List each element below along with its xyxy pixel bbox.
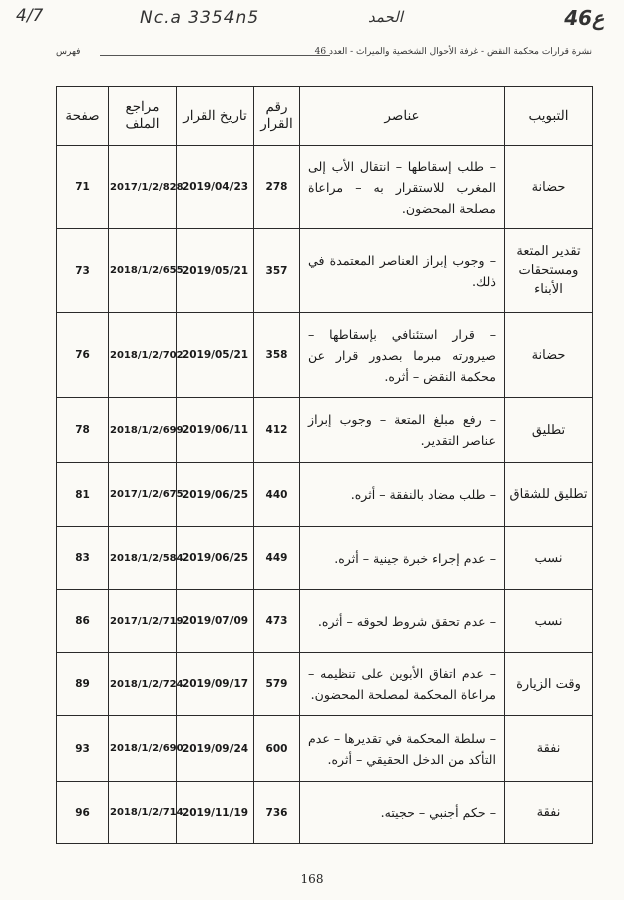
decision-number-cell: 600 bbox=[254, 716, 300, 782]
page-cell: 73 bbox=[57, 229, 109, 313]
table-row bbox=[57, 590, 593, 653]
elements-cell: – عدم إجراء خبرة جينية – أثره. bbox=[300, 527, 505, 590]
decision-number-cell: 278 bbox=[254, 146, 300, 229]
elements-cell: – طلب إسقاطها – انتقال الأب إلى المغرب للاستقرار به – مراعاة مصلحة المحضون. bbox=[300, 146, 505, 229]
file-reference-cell: 2018/1/2/714 bbox=[109, 782, 177, 844]
page-number: 168 bbox=[300, 872, 324, 886]
decision-date-cell: 2019/05/21 bbox=[177, 229, 254, 313]
header-decision-number: رقم القرار bbox=[254, 87, 300, 146]
header-elements: عناصر bbox=[300, 87, 505, 146]
elements-cell: – عدم اتفاق الأبوين على تنظيمه – مراعاة المحكمة لمصلحة المحضون. bbox=[300, 653, 505, 716]
elements-cell: – عدم تحقق شروط لحوقه – أثره. bbox=[300, 590, 505, 653]
table-row bbox=[57, 653, 593, 716]
elements-cell: – حكم أجنبي – حجيته. bbox=[300, 782, 505, 844]
table-row bbox=[57, 716, 593, 782]
decision-number-cell: 357 bbox=[254, 229, 300, 313]
classification-cell: نسب bbox=[505, 590, 593, 653]
table-row bbox=[57, 229, 593, 313]
classification-cell: حضانة bbox=[505, 313, 593, 398]
table-row bbox=[57, 782, 593, 844]
decision-date-cell: 2019/09/17 bbox=[177, 653, 254, 716]
header-decision-date: تاريخ القرار bbox=[177, 87, 254, 146]
page-cell: 89 bbox=[57, 653, 109, 716]
handwritten-issue-mark: 46ع bbox=[564, 6, 604, 30]
header-file-references: مراجع الملف bbox=[109, 87, 177, 146]
table-row bbox=[57, 463, 593, 527]
header-classification: التبويب bbox=[505, 87, 593, 146]
classification-cell: تقدير المتعة ومستحقات الأبناء bbox=[505, 229, 593, 313]
classification-cell: وقت الزيارة bbox=[505, 653, 593, 716]
file-reference-cell: 2018/1/2/702 bbox=[109, 313, 177, 398]
elements-cell: – سلطة المحكمة في تقديرها – عدم التأكد من الدخل الحقيقي – أثره. bbox=[300, 716, 505, 782]
classification-cell: نفقة bbox=[505, 782, 593, 844]
file-reference-cell: 2017/1/2/675 bbox=[109, 463, 177, 527]
classification-cell: نسب bbox=[505, 527, 593, 590]
decision-date-cell: 2019/06/25 bbox=[177, 463, 254, 527]
elements-cell: – وجوب إبراز العناصر المعتمدة في ذلك. bbox=[300, 229, 505, 313]
table-row bbox=[57, 313, 593, 398]
header-page: صفحة bbox=[57, 87, 109, 146]
file-reference-cell: 2018/1/2/690 bbox=[109, 716, 177, 782]
index-table bbox=[56, 86, 593, 844]
decision-date-cell: 2019/06/11 bbox=[177, 398, 254, 463]
decision-date-cell: 2019/07/09 bbox=[177, 590, 254, 653]
file-reference-cell: 2018/1/2/724 bbox=[109, 653, 177, 716]
publication-title: نشرة قرارات محكمة النقض - غرفة الأحوال الشخصية والميراث - العدد 46 bbox=[314, 47, 592, 57]
classification-cell: نفقة bbox=[505, 716, 593, 782]
decision-number-cell: 473 bbox=[254, 590, 300, 653]
classification-cell: تطليق للشقاق bbox=[505, 463, 593, 527]
classification-cell: تطليق bbox=[505, 398, 593, 463]
table-row bbox=[57, 398, 593, 463]
decision-date-cell: 2019/09/24 bbox=[177, 716, 254, 782]
page-cell: 96 bbox=[57, 782, 109, 844]
file-reference-cell: 2018/1/2/699 bbox=[109, 398, 177, 463]
file-reference-cell: 2017/1/2/719 bbox=[109, 590, 177, 653]
header-rule bbox=[100, 55, 330, 56]
decision-number-cell: 579 bbox=[254, 653, 300, 716]
page-cell: 71 bbox=[57, 146, 109, 229]
page-cell: 83 bbox=[57, 527, 109, 590]
classification-cell: حضانة bbox=[505, 146, 593, 229]
file-reference-cell: 2018/1/2/655 bbox=[109, 229, 177, 313]
decision-date-cell: 2019/04/23 bbox=[177, 146, 254, 229]
decision-number-cell: 412 bbox=[254, 398, 300, 463]
file-reference-cell: 2018/1/2/584 bbox=[109, 527, 177, 590]
handwritten-folio: 4/7 bbox=[16, 6, 44, 26]
decision-date-cell: 2019/11/19 bbox=[177, 782, 254, 844]
table-header-row bbox=[57, 87, 593, 146]
page-cell: 78 bbox=[57, 398, 109, 463]
decision-date-cell: 2019/06/25 bbox=[177, 527, 254, 590]
table-row bbox=[57, 527, 593, 590]
table-row bbox=[57, 146, 593, 229]
decision-number-cell: 440 bbox=[254, 463, 300, 527]
elements-cell: – رفع مبلغ المتعة – وجوب إبراز عناصر التقدير. bbox=[300, 398, 505, 463]
decision-number-cell: 736 bbox=[254, 782, 300, 844]
elements-cell: – طلب مضاد بالنفقة – أثره. bbox=[300, 463, 505, 527]
handwritten-note: الحمد bbox=[368, 8, 403, 26]
page-cell: 86 bbox=[57, 590, 109, 653]
section-label: فهرس bbox=[56, 47, 81, 57]
elements-cell: – قرار استئنافي بإسقاطها – صيرورته مبرما بصدور قرار عن محكمة النقض – أثره. bbox=[300, 313, 505, 398]
page-cell: 76 bbox=[57, 313, 109, 398]
decision-date-cell: 2019/05/21 bbox=[177, 313, 254, 398]
page-cell: 93 bbox=[57, 716, 109, 782]
decision-number-cell: 449 bbox=[254, 527, 300, 590]
decision-number-cell: 358 bbox=[254, 313, 300, 398]
file-reference-cell: 2017/1/2/828 bbox=[109, 146, 177, 229]
page-cell: 81 bbox=[57, 463, 109, 527]
handwritten-code: Nc.a 3354n5 bbox=[140, 8, 260, 28]
running-header bbox=[56, 45, 592, 63]
